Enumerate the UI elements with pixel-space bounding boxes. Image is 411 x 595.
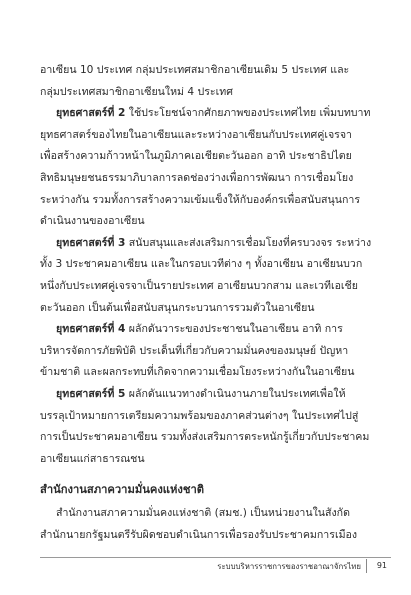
body-text — [40, 60, 376, 470]
text-run: อาเซียน 10 ประเทศ กลุ่มประเทศสมาชิกอาเซียนเดิม 5 ประเทศ และ — [40, 64, 350, 76]
text-run: ทั้ง 3 ประชาคมอาเซียน และในกรอบเวทีต่าง ๆ ทั้งอาเซียน อาเซียนบวก — [40, 258, 363, 271]
text-run: ระหว่างกัน รวมทั้งการสร้างความเข้มแข็งให้กับองค์กรเพื่อสนับสนุนการ — [40, 193, 361, 206]
text-line — [40, 211, 376, 233]
strategy-label: ยุทธศาสตร์ที่ 5 — [56, 387, 126, 400]
text-run: ดำเนินงานของอาเซียน — [40, 215, 145, 228]
footer-separator — [366, 559, 367, 573]
strategy-4-heading — [40, 319, 376, 341]
text-line — [40, 254, 376, 276]
strategy-label: ยุทธศาสตร์ที่ 2 — [56, 107, 126, 120]
text-run: กลุ่มประเทศสมาชิกอาเซียนใหม่ 4 ประเทศ — [40, 85, 233, 98]
strategy-label: ยุทธศาสตร์ที่ 3 — [56, 236, 126, 249]
text-line — [40, 298, 376, 320]
text-run: หนึ่งกับประเทศคู่เจรจาเป็นรายประเทศ อาเซียนบวกสาม และเวทีเอเชีย — [40, 279, 358, 292]
footer-title: ระบบบริหารราชการของราชอาณาจักรไทย — [217, 562, 361, 571]
text-line — [40, 168, 376, 190]
text-run: บริหารจัดการภัยพิบัติ ประเด็นที่เกี่ยวกับความมั่นคงของมนุษย์ ปัญหา — [40, 344, 349, 357]
section-heading: สำนักงานสภาความมั่นคงแห่งชาติ — [40, 483, 204, 496]
text-line: สำนักงานสภาความมั่นคงแห่งชาติ (สมช.) เป็นหน่วยงานในสังกัด — [56, 507, 350, 519]
text-line — [40, 60, 376, 82]
text-run: สนับสนุนและส่งเสริมการเชื่อมโยงที่ครบวงจร ระหว่าง — [125, 236, 372, 249]
text-run: เพื่อสร้างความก้าวหน้าในภูมิภาคเอเชียตะวันออก อาทิ ประชาธิปไตย — [40, 150, 352, 163]
strategy-label: ยุทธศาสตร์ที่ 4 — [56, 323, 126, 336]
text-line — [40, 190, 376, 212]
text-run: บรรลุเป้าหมายการเตรียมความพร้อมของภาคส่วนต่างๆ ในประเทศไปสู่ — [40, 409, 359, 422]
strategy-2-heading — [40, 103, 376, 125]
text-line: สำนักนายกรัฐมนตรีรับผิดชอบดำเนินการเพื่อรองรับประชาคมการเมือง — [40, 528, 358, 541]
text-run: ผลักดันแนวทางดำเนินงานภายในประเทศเพื่อให้ — [125, 387, 346, 400]
section-body — [40, 503, 376, 546]
text-line — [40, 406, 376, 428]
text-line — [40, 427, 376, 449]
text-line — [40, 362, 376, 384]
text-run: การเป็นประชาคมอาเซียน รวมทั้งส่งเสริมการตระหนักรู้เกี่ยวกับประชาคม — [40, 431, 370, 444]
text-run: สิทธิมนุษยชนธรรมาภิบาลการลดช่องว่างเพื่อการพัฒนา การเชื่อมโยง — [40, 171, 354, 184]
text-run: อาเซียนแก่สาธารณชน — [40, 452, 145, 465]
text-run: ตะวันออก เป็นต้นเพื่อสนับสนุนกระบวนการรวมตัวในอาเซียน — [40, 301, 315, 314]
page-footer — [0, 557, 411, 577]
text-line — [40, 125, 376, 147]
text-run: ยุทธศาสตร์ของไทยในอาเซียนและระหว่างอาเซียนกับประเทศคู่เจรจา — [40, 128, 352, 141]
text-run: ผลักดันวาระของประชาชนในอาเซียน อาทิ การ — [125, 323, 343, 336]
text-run: ข้ามชาติ และผลกระทบที่เกิดจากความเชื่อมโยงระหว่างกันในอาเซียน — [40, 366, 355, 379]
text-run: ใช้ประโยชน์จากศักยภาพของประเทศไทย เพิ่มบทบาท — [125, 107, 371, 120]
text-line — [40, 146, 376, 168]
footer-rule — [40, 557, 391, 558]
strategy-5-heading — [40, 384, 376, 406]
text-line — [40, 276, 376, 298]
text-line — [40, 449, 376, 471]
page-number: 91 — [376, 561, 387, 570]
text-line — [40, 82, 376, 104]
text-line — [40, 341, 376, 363]
strategy-3-heading — [40, 233, 376, 255]
